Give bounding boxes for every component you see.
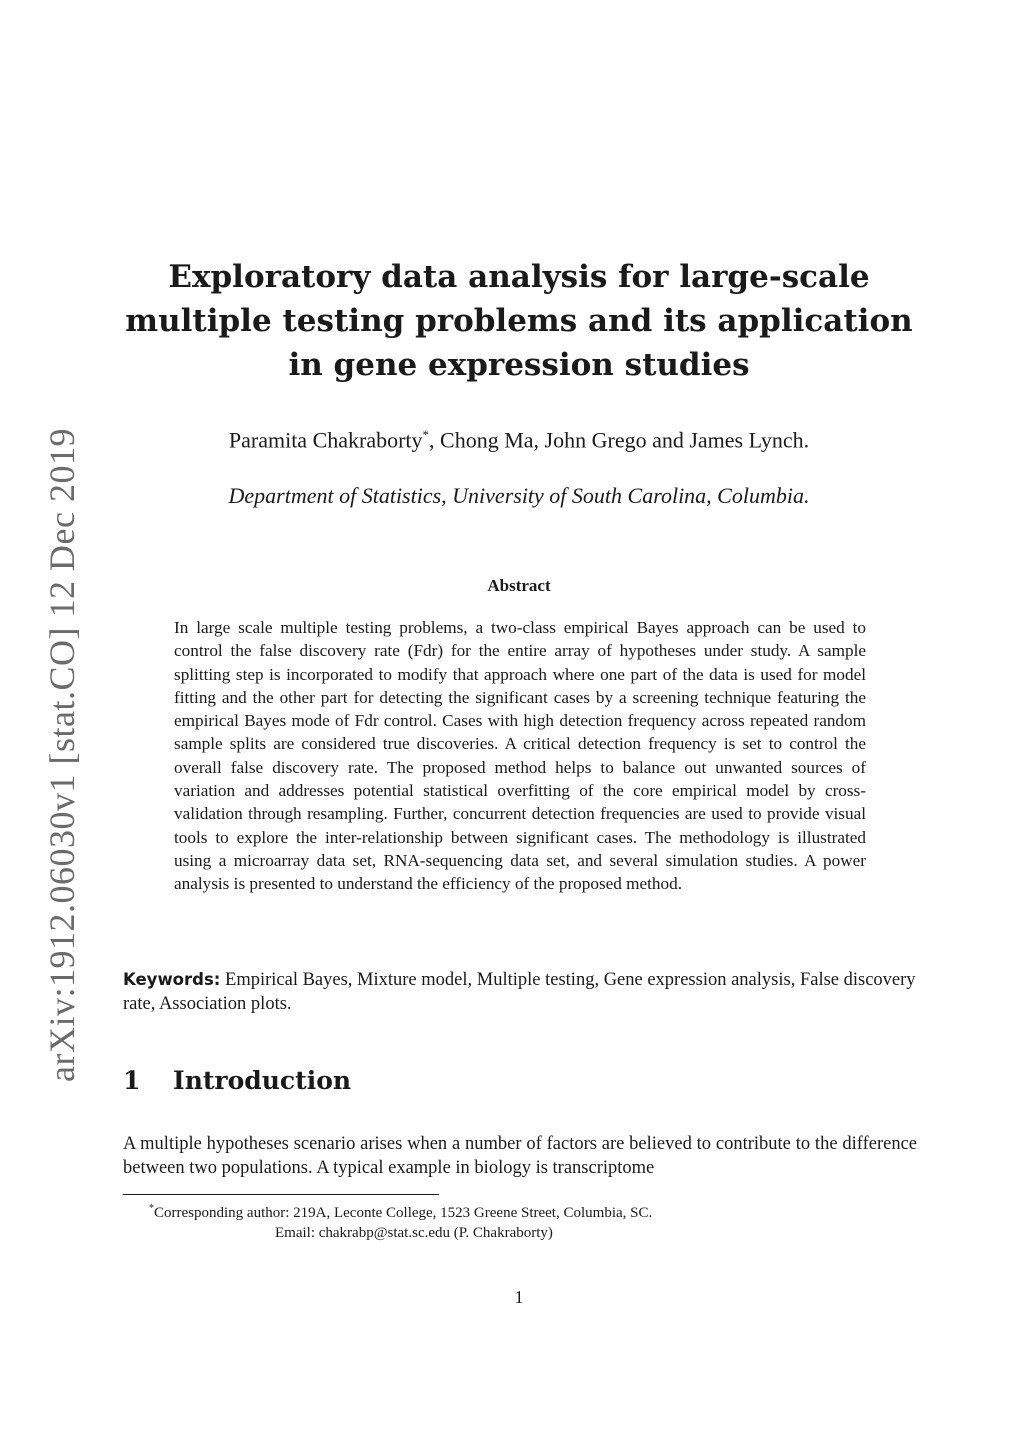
footnote-email[interactable]: Email: chakrabp@stat.sc.edu (P. Chakraborty) — [275, 1225, 553, 1241]
section-heading-introduction — [123, 1066, 351, 1095]
footnote-mark: * — [149, 1203, 154, 1214]
paper-title — [110, 255, 928, 387]
abstract-heading: Abstract — [487, 576, 551, 595]
title-line-2: multiple testing problems and its application — [125, 303, 913, 339]
corresponding-author-mark[interactable]: * — [422, 427, 430, 442]
abstract-body: In large scale multiple testing problems, a two-class empirical Bayes approach can be used to control the false discovery rate (Fdr) for the entire array of hypotheses under study. A sample splitting step is incorporated to modify that approach where one part of the data is used for model fitting and the other part for detecting the significant cases by a screening technique featuring the empirical Bayes mode of Fdr control. Cases with high detection frequency across repeated random sample splits are considered true discoveries. A critical detection frequency is set to control the overall false discovery rate. The proposed method helps to balance out unwanted sources of variation and addresses potential statistical overfitting of the core empirical model by cross-validation through resampling. Further, concurrent detection frequencies are used to provide visual tools to explore the inter-relationship between significant cases. The methodology is illustrated using a microarray data set, RNA-sequencing data set, and several simulation studies. A power analysis is presented to understand the efficiency of the proposed method. — [174, 618, 866, 894]
page-number: 1 — [514, 1287, 524, 1307]
keywords-label: Keywords: — [123, 970, 221, 989]
keywords — [123, 968, 917, 1016]
introduction-paragraph: A multiple hypotheses scenario arises when a number of factors are believed to contribute to the difference between two populations. A typical example in biology is transcriptome — [123, 1134, 917, 1178]
title-line-1: Exploratory data analysis for large-scale — [168, 259, 870, 295]
footnote-line-1 — [123, 1199, 917, 1223]
footnote — [123, 1199, 917, 1243]
footnote-divider — [123, 1194, 439, 1195]
title-line-3: in gene expression studies — [288, 347, 750, 383]
arxiv-stamp — [42, 428, 82, 1082]
other-authors: , Chong Ma, John Grego and James Lynch. — [429, 427, 810, 453]
section-number: 1 — [123, 1066, 141, 1095]
section-title: Introduction — [173, 1066, 352, 1095]
arxiv-stamp-text: arXiv:1912.06030v1 [stat.CO] 12 Dec 2019 — [42, 428, 82, 1082]
footnote-address: Corresponding author: 219A, Leconte College, 1523 Greene Street, Columbia, SC. — [154, 1205, 653, 1221]
keywords-text: Empirical Bayes, Mixture model, Multiple testing, Gene expression analysis, False discovery rate, Association plots. — [123, 970, 916, 1014]
first-author: Paramita Chakraborty — [228, 427, 423, 453]
affiliation: Department of Statistics, University of South Carolina, Columbia. — [228, 483, 810, 508]
author-list — [110, 427, 928, 453]
